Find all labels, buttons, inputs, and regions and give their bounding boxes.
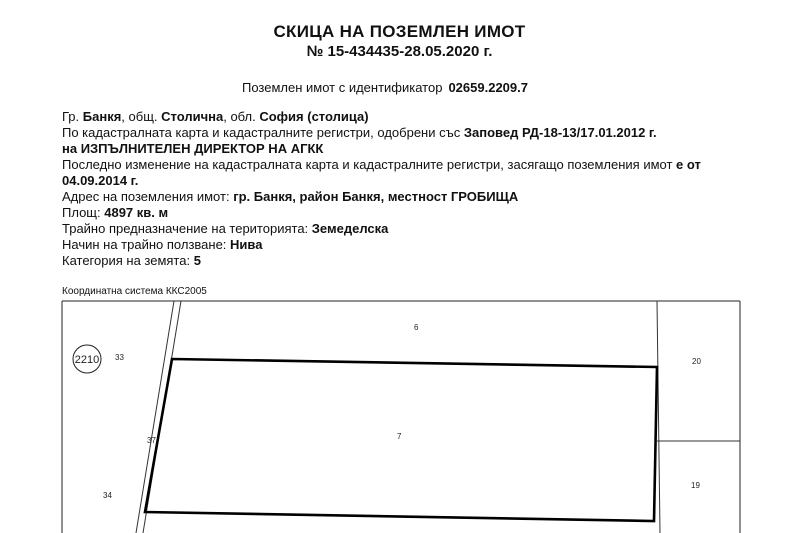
parcel-label-7: 7 bbox=[397, 432, 402, 441]
town-name: Банкя bbox=[82, 109, 122, 124]
municipality-name: Столична bbox=[161, 109, 224, 124]
region-name: София (столица) bbox=[259, 109, 369, 124]
text-town-prefix: Гр. bbox=[62, 109, 83, 124]
identifier-label: Поземлен имот с идентификатор bbox=[242, 80, 443, 95]
last-change-suffix: е от bbox=[676, 157, 701, 172]
parcel-label-34: 34 bbox=[103, 491, 112, 500]
approval-text: По кадастралната карта и кадастралните регистри, одобрени със bbox=[62, 125, 464, 140]
purpose-label: Трайно предназначение на територията: bbox=[62, 221, 312, 236]
purpose-value: Земеделска bbox=[311, 221, 389, 236]
last-change-text: Последно изменение на кадастралната карта и кадастралните регистри, засягащо поземления имот bbox=[62, 157, 677, 172]
category-value: 5 bbox=[193, 253, 201, 268]
sketch-number: № 15-434435-28.05.2020 г. bbox=[306, 43, 493, 60]
identifier-value: 02659.2209.7 bbox=[448, 80, 528, 95]
category-label: Категория на земята: bbox=[62, 253, 194, 268]
usage-label: Начин на трайно ползване: bbox=[62, 237, 231, 252]
usage-value: Нива bbox=[230, 237, 263, 252]
approval-order: Заповед РД-18-13/17.01.2012 г. bbox=[463, 125, 657, 140]
parcel-label-20: 20 bbox=[692, 357, 701, 366]
address-value: гр. Банкя, район Банкя, местност ГРОБИЩА bbox=[233, 189, 519, 204]
area-value: 4897 кв. м bbox=[104, 205, 169, 220]
boundary-road-left bbox=[136, 301, 174, 533]
parcel-label-33: 33 bbox=[115, 353, 124, 362]
parcel-label-37: 37 bbox=[147, 436, 156, 445]
coordinate-system-label: Координатна система ККС2005 bbox=[62, 286, 207, 297]
text-region-prefix: , обл. bbox=[223, 109, 260, 124]
parcel-label-6: 6 bbox=[414, 323, 419, 332]
last-change-date: 04.09.2014 г. bbox=[62, 173, 139, 188]
parcel-label-19: 19 bbox=[691, 481, 700, 490]
area-label: Площ: bbox=[62, 205, 105, 220]
approval-authority: на ИЗПЪЛНИТЕЛЕН ДИРЕКТОР НА АГКК bbox=[62, 141, 324, 156]
sketch-title: СКИЦА НА ПОЗЕМЛЕН ИМОТ bbox=[273, 22, 526, 41]
boundary-east bbox=[657, 301, 660, 533]
text-municipality-prefix: , общ. bbox=[121, 109, 162, 124]
region-marker-label: 2210 bbox=[74, 354, 100, 366]
address-label: Адрес на поземления имот: bbox=[62, 189, 234, 204]
